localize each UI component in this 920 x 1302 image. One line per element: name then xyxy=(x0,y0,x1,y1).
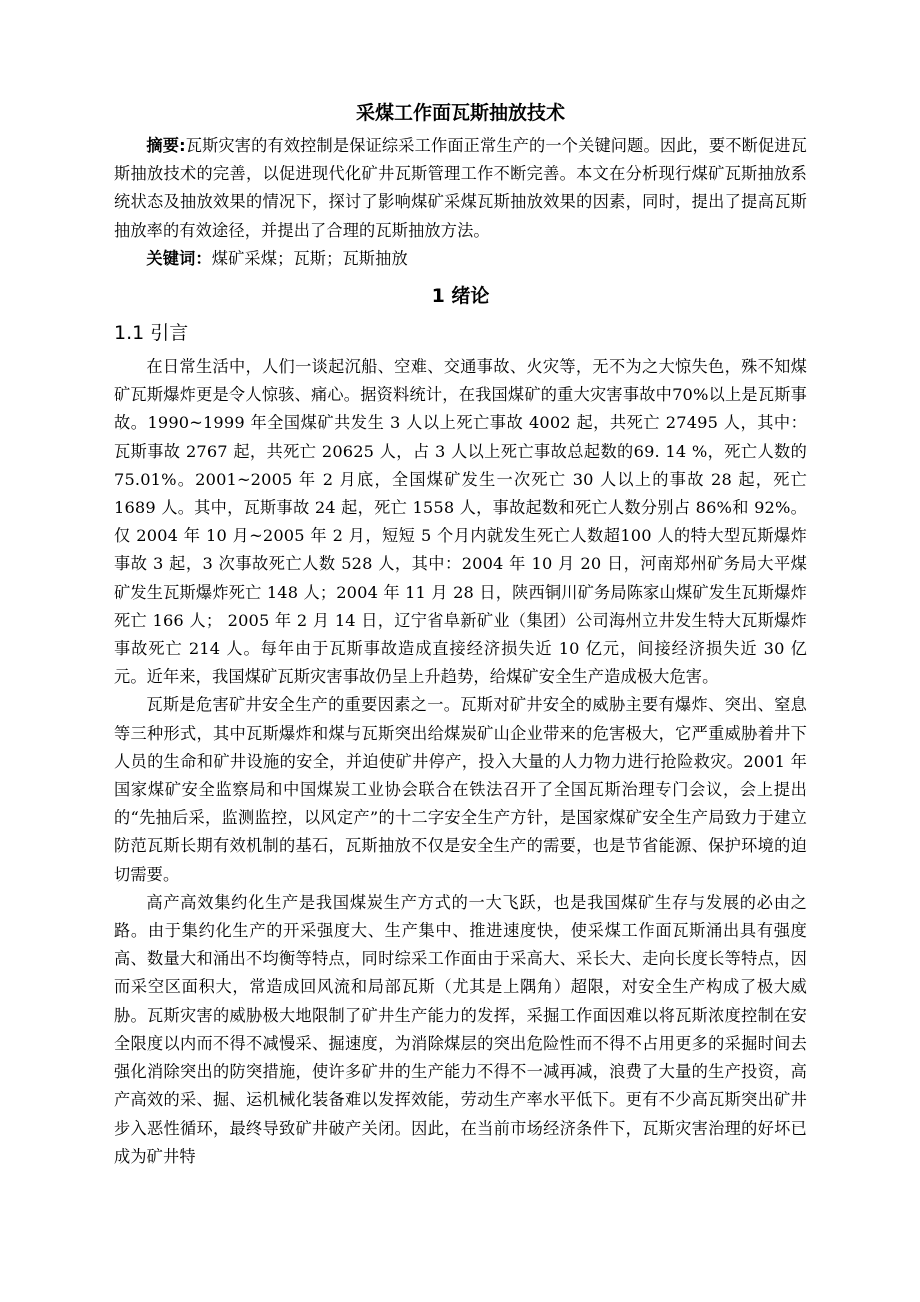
keywords-paragraph xyxy=(114,245,807,273)
document-title: 采煤工作面瓦斯抽放技术 xyxy=(355,102,565,124)
subsection-heading-1-1: 1.1 引言 xyxy=(114,322,189,345)
abstract-paragraph xyxy=(114,132,807,245)
keywords-label: 关键词： xyxy=(146,248,212,268)
document-page xyxy=(114,96,807,1171)
abstract-label: 摘要: xyxy=(146,136,186,155)
section-heading-1: 1 绪论 xyxy=(431,285,490,308)
keywords-text: 煤矿采煤；瓦斯；瓦斯抽放 xyxy=(211,248,408,268)
body-paragraph: 瓦斯是危害矿井安全生产的重要因素之一。瓦斯对矿井安全的威胁主要有爆炸、突出、窒息等三种形式，其中瓦斯爆炸和煤与瓦斯突出给煤炭矿山企业带来的危害极大，它严重威胁着井下人员的生命和矿井设施的安全，并迫使矿井停产，投入大量的人力物力进行抢险救灾。2001 年国家煤矿安全监察局和中国煤炭工业协会联合在铁法召开了全国瓦斯治理专门会议，会上提出的“先抽后采，监测监控，以风定产”的十二字安全生产方针，是国家煤矿安全生产局致力于建立防范瓦斯长期有效机制的基石，瓦斯抽放不仅是安全生产的需要，也是节省能源、保护环境的迫切需要。 xyxy=(114,695,807,884)
body-paragraph: 高产高效集约化生产是我国煤炭生产方式的一大飞跃，也是我国煤矿生存与发展的必由之路。由于集约化生产的开采强度大、生产集中、推进速度快，使采煤工作面瓦斯涌出具有强度高、数量大和涌出不均衡等特点，同时综采工作面由于采高大、采长大、走向长度长等特点，因而采空区面积大，常造成回风流和局部瓦斯（尤其是上隅角）超限，对安全生产构成了极大威胁。瓦斯灾害的威胁极大地限制了矿井生产能力的发挥，采掘工作面因难以将瓦斯浓度控制在安全限度以内而不得不减慢采、掘速度，为消除煤层的突出危险性而不得不占用更多的采掘时间去强化消除突出的防突措施，使许多矿井的生产能力不得不一减再减，浪费了大量的生产投资，高产高效的采、掘、运机械化装备难以发挥效能，劳动生产率水平低下。更有不少高瓦斯突出矿井步入恶性循环，最终导致矿井破产关闭。因此，在当前市场经济条件下，瓦斯灾害治理的好坏已成为矿井特 xyxy=(114,892,807,1166)
body-paragraph: 在日常生活中，人们一谈起沉船、空难、交通事故、火灾等，无不为之大惊失色，殊不知煤矿瓦斯爆炸更是令人惊骇、痛心。据资料统计，在我国煤矿的重大灾害事故中70%以上是瓦斯事故。1990~1999 年全国煤矿共发生 3 人以上死亡事故 4002 起，共死亡 27495 人，其中：瓦斯事故 2767 起，共死亡 20625 人，占 3 人以上死亡事故总起数的69. 14 %，死亡人数的 75.01%。2001~2005 年 2 月底，全国煤矿发生一次死亡 30 人以上的事故 28 起，死亡 1689 人。其中，瓦斯事故 24 起，死亡 1558 人，事故起数和死亡人数分别占 86%和 92%。仅 2004 年 10 月~2005 年 2 月，短短 5 个月内就发生死亡人数超100 人的特大型瓦斯爆炸事故 3 起，3 次事故死亡人数 528 人，其中：2004 年 10 月 20 日，河南郑州矿务局大平煤矿发生瓦斯爆炸死亡 148 人；2004 年 11 月 28 日，陕西铜川矿务局陈家山煤矿发生瓦斯爆炸死亡 166 人； 2005 年 2 月 14 日，辽宁省阜新矿业（集团）公司海州立井发生特大瓦斯爆炸事故死亡 214 人。每年由于瓦斯事故造成直接经济损失近 10 亿元，间接经济损失近 30 亿元。近年来，我国煤矿瓦斯灾害事故仍呈上升趋势，给煤矿安全生产造成极大危害。 xyxy=(114,357,807,687)
abstract-text: 瓦斯灾害的有效控制是保证综采工作面正常生产的一个关键问题。因此，要不断促进瓦斯抽放技术的完善，以促进现代化矿井瓦斯管理工作不断完善。本文在分析现行煤矿瓦斯抽放系统状态及抽放效果的情况下，探讨了影响煤矿采煤瓦斯抽放效果的因素，同时，提出了提高瓦斯抽放率的有效途径，并提出了合理的瓦斯抽放方法。 xyxy=(114,136,807,240)
